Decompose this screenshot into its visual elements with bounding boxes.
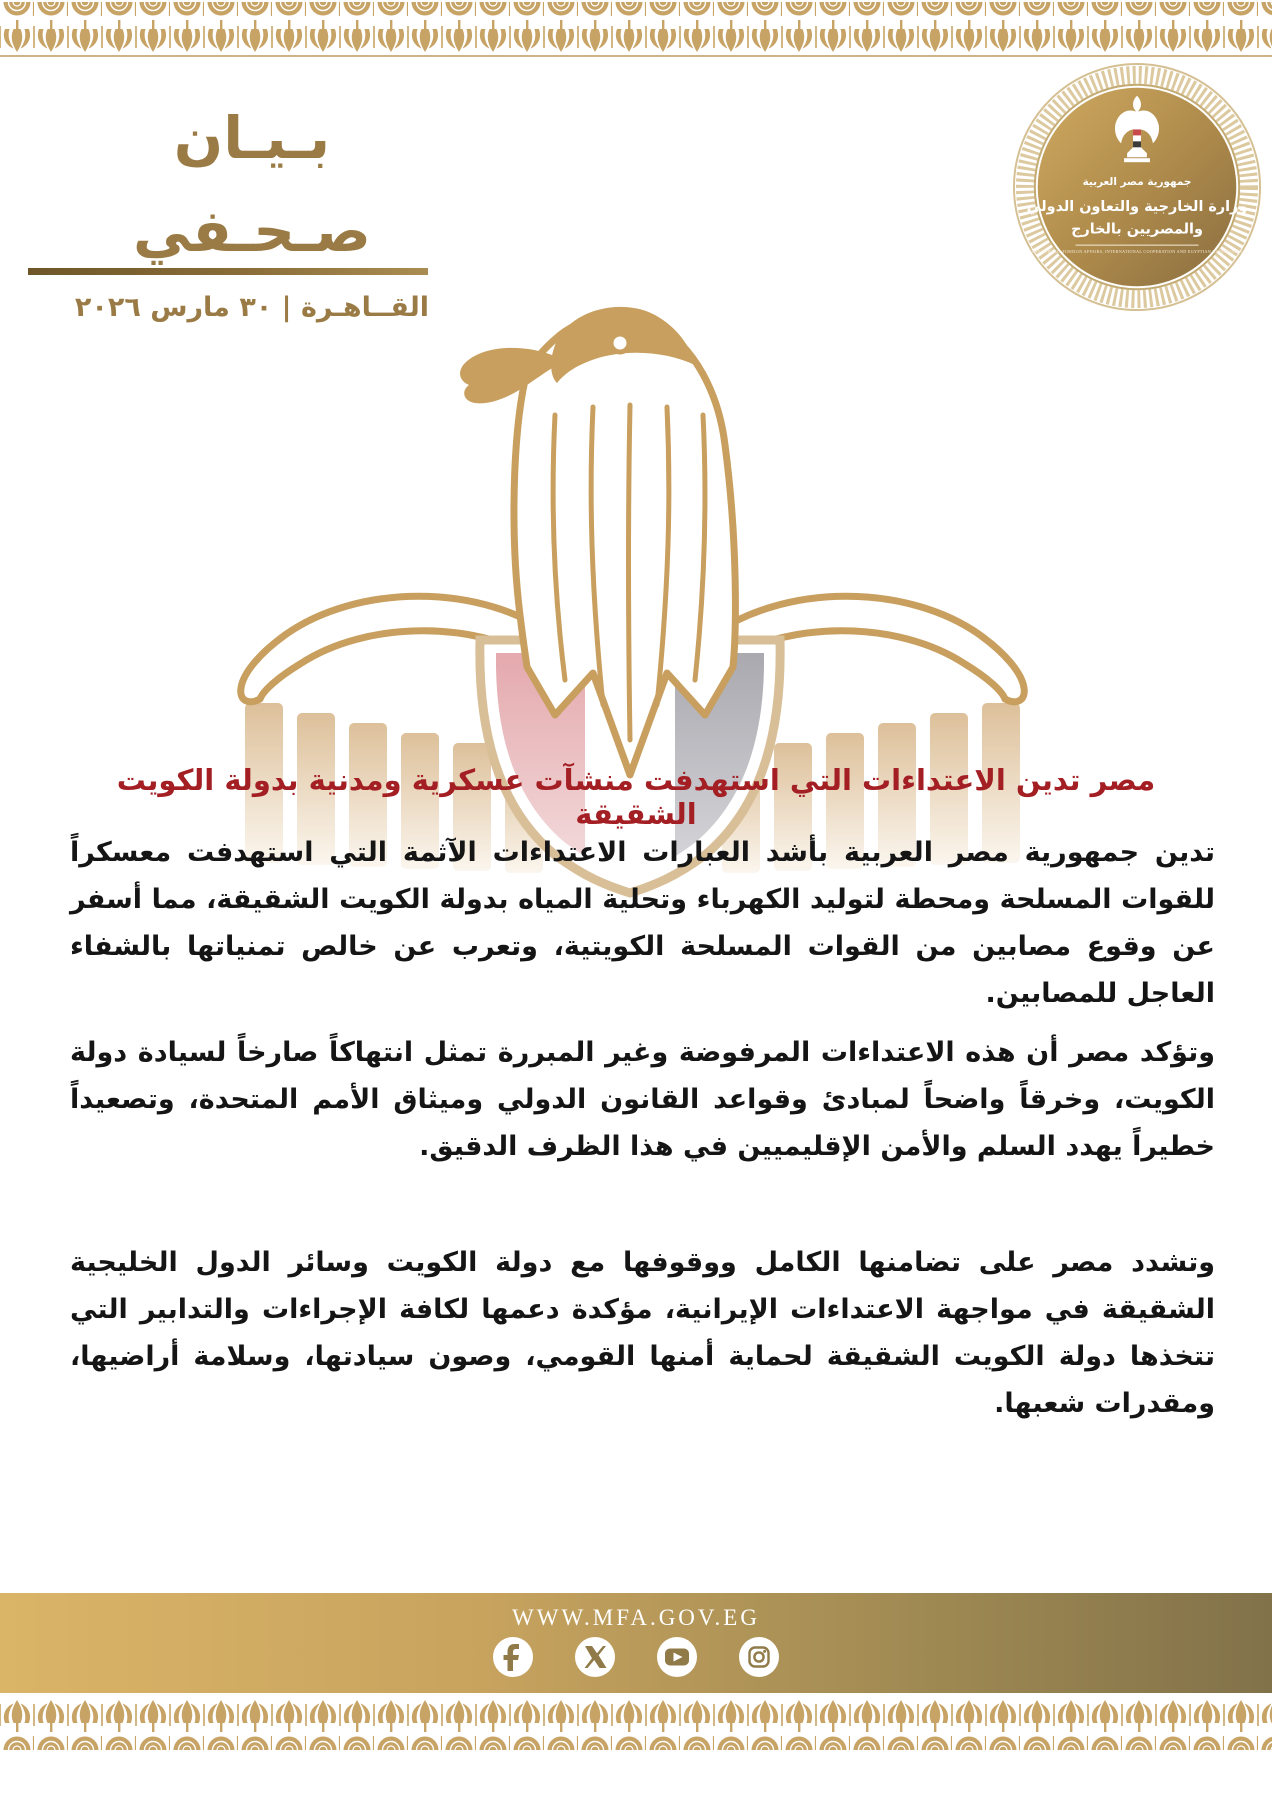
top-lotus-border: [0, 0, 1272, 54]
instagram-icon[interactable]: [739, 1637, 779, 1677]
ministry-seal: [1008, 58, 1266, 316]
dateline: القــاهـرة | ٣٠ مارس ٢٠٢٦: [74, 291, 430, 323]
statement-headline: مصر تدين الاعتداءات التي استهدفت منشآت عسكرية ومدنية بدولة الكويت الشقيقة: [116, 763, 1156, 831]
social-icons-row: [0, 1634, 1272, 1680]
seal-ministry-line2: والمصريين بالخارج: [1071, 221, 1203, 238]
seal-ministry-line1: وزارة الخارجية والتعاون الدولي: [1026, 198, 1248, 215]
top-border-rule: [0, 55, 1272, 57]
youtube-icon[interactable]: [657, 1637, 697, 1677]
x-twitter-icon[interactable]: [575, 1637, 615, 1677]
statement-paragraph-1: تدين جمهورية مصر العربية بأشد العبارات الاعتداءات الآثمة التي استهدفت معسكراً للقوات المسلحة ومحطة لتوليد الكهرباء وتحلية المياه بدولة الكويت الشقيقة، مما أسفر عن وقوع مصابين من القوات المسلحة الكويتية، وتعرب عن خالص تمنياتها بالشفاء العاجل للمصابين.: [70, 837, 1215, 1009]
statement-type-title: بـيـان صـحـفي: [133, 104, 371, 265]
statement-paragraph-2: وتؤكد مصر أن هذه الاعتداءات المرفوضة وغير المبررة تمثل انتهاكاً صارخاً لسيادة دولة الكويت، وخرقاً واضحاً لمبادئ وقواعد القانون الدولي وميثاق الأمم المتحدة، وتصعيداً خطيراً يهدد السلم والأمن الإقليميين في هذا الظرف الدقيق.: [70, 1037, 1215, 1162]
header-divider-rule: [28, 268, 428, 275]
website-url[interactable]: WWW.MFA.GOV.EG: [512, 1605, 760, 1630]
seal-country-name: جمهورية مصر العربية: [1082, 176, 1192, 189]
facebook-icon[interactable]: [493, 1637, 533, 1677]
seal-ministry-english: MINISTRY OF FOREIGN AFFAIRS, INTERNATIONAL COOPERATION AND EGYPTIAN EXPATRIATES: [1031, 248, 1243, 254]
statement-paragraph-3: وتشدد مصر على تضامنها الكامل ووقوفها مع دولة الكويت وسائر الدول الخليجية الشقيقة في مواجهة الاعتداءات الإيرانية، مؤكدة دعمها لكافة الإجراءات والتدابير التي تتخذها دولة الكويت الشقيقة لحماية أمنها القومي، وصون سيادتها، وسلامة أراضيها، ومقدرات شعبها.: [70, 1247, 1215, 1419]
footer-bar: [0, 1593, 1272, 1693]
bottom-lotus-border: [0, 1698, 1272, 1752]
